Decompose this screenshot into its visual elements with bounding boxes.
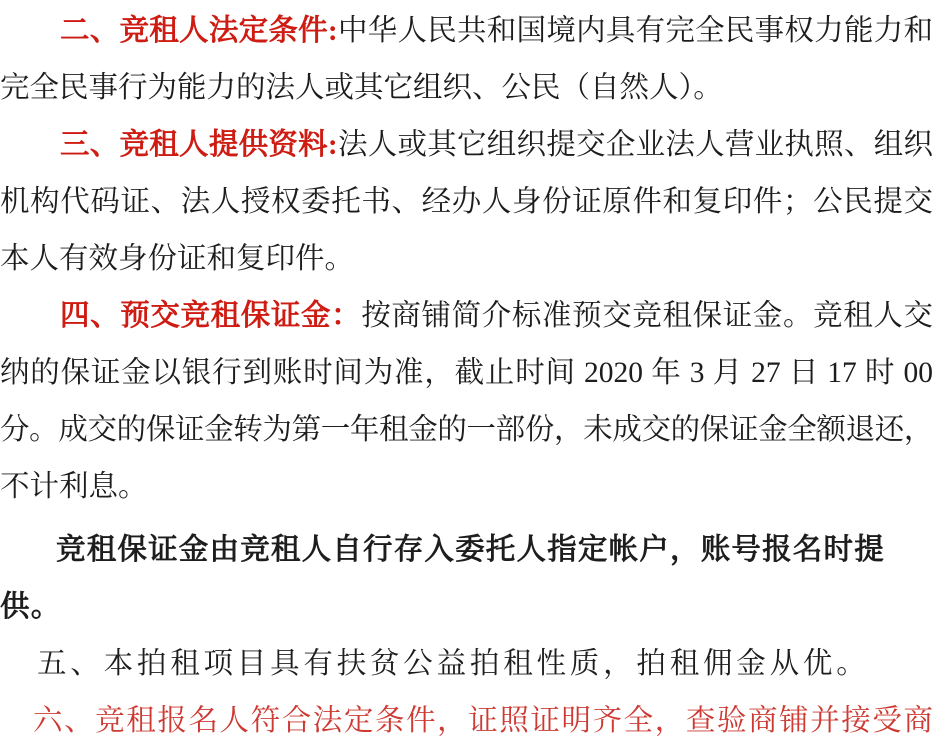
section-2-heading: 二、竞租人法定条件: (60, 15, 338, 47)
section-6-registration-note (0, 693, 933, 750)
section-3-required-documents-line-1 (0, 117, 933, 174)
section-2-legal-conditions-line-2 (0, 60, 933, 117)
section-6-text: 六、竞租报名人符合法定条件，证照证明齐全，查验商铺并接受商 (33, 705, 933, 737)
section-2-body-part: 中华人民共和国境内具有完全民事权力能力和 (337, 15, 933, 47)
section-2-legal-conditions-line-1 (0, 3, 933, 60)
section-5-text: 五、本拍租项目具有扶贫公益拍租性质，拍租佣金从优。 (37, 648, 870, 680)
section-3-required-documents-line-2 (0, 174, 933, 231)
section-5-charity-note (0, 636, 933, 693)
section-4-body-part: 不计利息。 (0, 471, 148, 503)
section-4-body-part: 按商铺简介标准预交竞租保证金。竞租人交 (361, 300, 933, 332)
deposit-account-notice-text: 竞租保证金由竞租人自行存入委托人指定帐户，账号报名时提供。 (0, 534, 885, 623)
deposit-account-notice (0, 522, 933, 636)
section-3-body-part: 本人有效身份证和复印件。 (0, 243, 355, 275)
section-3-heading: 三、竞租人提供资料: (60, 129, 338, 161)
section-3-body-part: 法人或其它组织提交企业法人营业执照、组织 (337, 129, 933, 161)
section-4-heading: 四、预交竞租保证金： (60, 300, 362, 332)
section-3-required-documents-line-3 (0, 231, 933, 288)
deposit-deadline-text: 纳的保证金以银行到账时间为准，截止时间 2020 年 3 月 27 日 17 时 00 (0, 357, 933, 389)
section-4-deposit-line-4 (0, 459, 933, 516)
section-4-deposit-line-2-deadline (0, 345, 933, 402)
section-3-body-part: 机构代码证、法人授权委托书、经办人身份证原件和复印件；公民提交 (0, 186, 933, 218)
section-4-body-part: 分。成交的保证金转为第一年租金的一部份，未成交的保证金全额退还， (0, 414, 933, 446)
section-4-deposit-line-3 (0, 402, 933, 459)
section-2-body-part: 完全民事行为能力的法人或其它组织、公民（自然人）。 (0, 72, 723, 104)
section-4-deposit-line-1 (0, 288, 933, 345)
